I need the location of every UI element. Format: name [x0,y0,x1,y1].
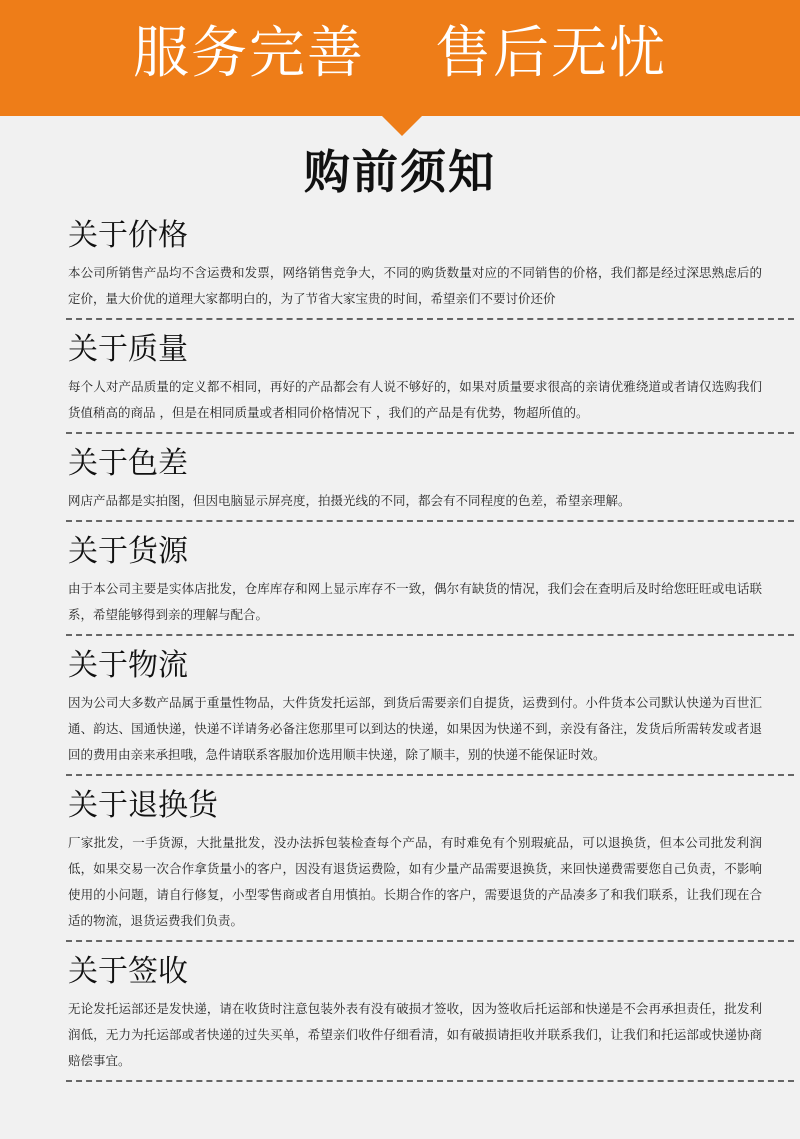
section-text: 因为公司大多数产品属于重量性物品，大件货发托运部，到货后需要亲们自提货，运费到付。小件货本公司默认快递为百世汇通、韵达、国通快递，快递不详请务必备注您那里可以到达的快递，如果因为快递不到，亲没有备注，发货后所需转发或者退回的费用由亲来承担哦，急件请联系客服加价选用顺丰快递，除了顺丰，别的快递不能保证时效。 [68,695,762,762]
section-divider [66,1080,794,1082]
header-banner [0,0,800,116]
section-text: 网店产品都是实拍图，但因电脑显示屏亮度，拍摄光线的不同，都会有不同程度的色差，希望亲理解。 [68,493,631,508]
section-divider [66,520,794,522]
section-divider [66,774,794,776]
section-divider [66,432,794,434]
section-heading: 关于价格 [68,218,188,253]
section-heading: 关于签收 [68,954,188,989]
section-text: 厂家批发，一手货源，大批量批发，没办法拆包装检查每个产品，有时难免有个别瑕疵品，可以退换货，但本公司批发利润低，如果交易一次合作拿货量小的客户，因没有退货运费险，如有少量产品需要退换货，来回快递费需要您自己负责，不影响使用的小问题，请自行修复，小型零售商或者自用慎拍。长期合作的客户，需要退货的产品凑多了和我们联系，让我们现在合适的物流，退货运费我们负责。 [68,835,762,928]
section-returns [0,784,800,934]
section-heading: 关于货源 [68,534,188,569]
section-price [0,214,800,312]
section-heading: 关于退换货 [68,788,218,823]
section-heading: 关于色差 [68,446,188,481]
section-text: 本公司所销售产品均不含运费和发票，网络销售竞争大，不同的购货数量对应的不同销售的价格，我们都是经过深思熟虑后的定价，量大价优的道理大家都明白的，为了节省大家宝贵的时间，希望亲们不要讨价还价 [68,265,762,306]
section-receipt [0,950,800,1074]
banner-slogan-left: 服务完善 [133,21,365,86]
section-color-difference [0,442,800,514]
section-heading: 关于物流 [68,648,188,683]
page-title: 购前须知 [304,145,496,199]
section-divider [66,318,794,320]
section-heading: 关于质量 [68,332,188,367]
banner-slogan [0,18,800,90]
banner-slogan-right: 售后无忧 [435,21,667,86]
section-text: 由于本公司主要是实体店批发，仓库库存和网上显示库存不一致，偶尔有缺货的情况，我们会在查明后及时给您旺旺或电话联系，希望能够得到亲的理解与配合。 [68,581,762,622]
section-divider [66,634,794,636]
banner-pointer [382,116,422,136]
section-divider [66,940,794,942]
section-text: 每个人对产品质量的定义都不相同，再好的产品都会有人说不够好的，如果对质量要求很高的亲请优雅绕道或者请仅选购我们货值稍高的商品 ，但是在相同质量或者相同价格情况下 ，我们的产品是有优势，物超所值的。 [68,379,762,420]
section-supply [0,530,800,628]
notice-sections [0,206,800,1082]
section-logistics [0,644,800,768]
section-text: 无论发托运部还是发快递，请在收货时注意包装外表有没有破损才签收，因为签收后托运部和快递是不会再承担责任，批发利润低，无力为托运部或者快递的过失买单，希望亲们收件仔细看清，如有破损请拒收并联系我们，让我们和托运部或快递协商赔偿事宜。 [68,1001,762,1068]
section-quality [0,328,800,426]
